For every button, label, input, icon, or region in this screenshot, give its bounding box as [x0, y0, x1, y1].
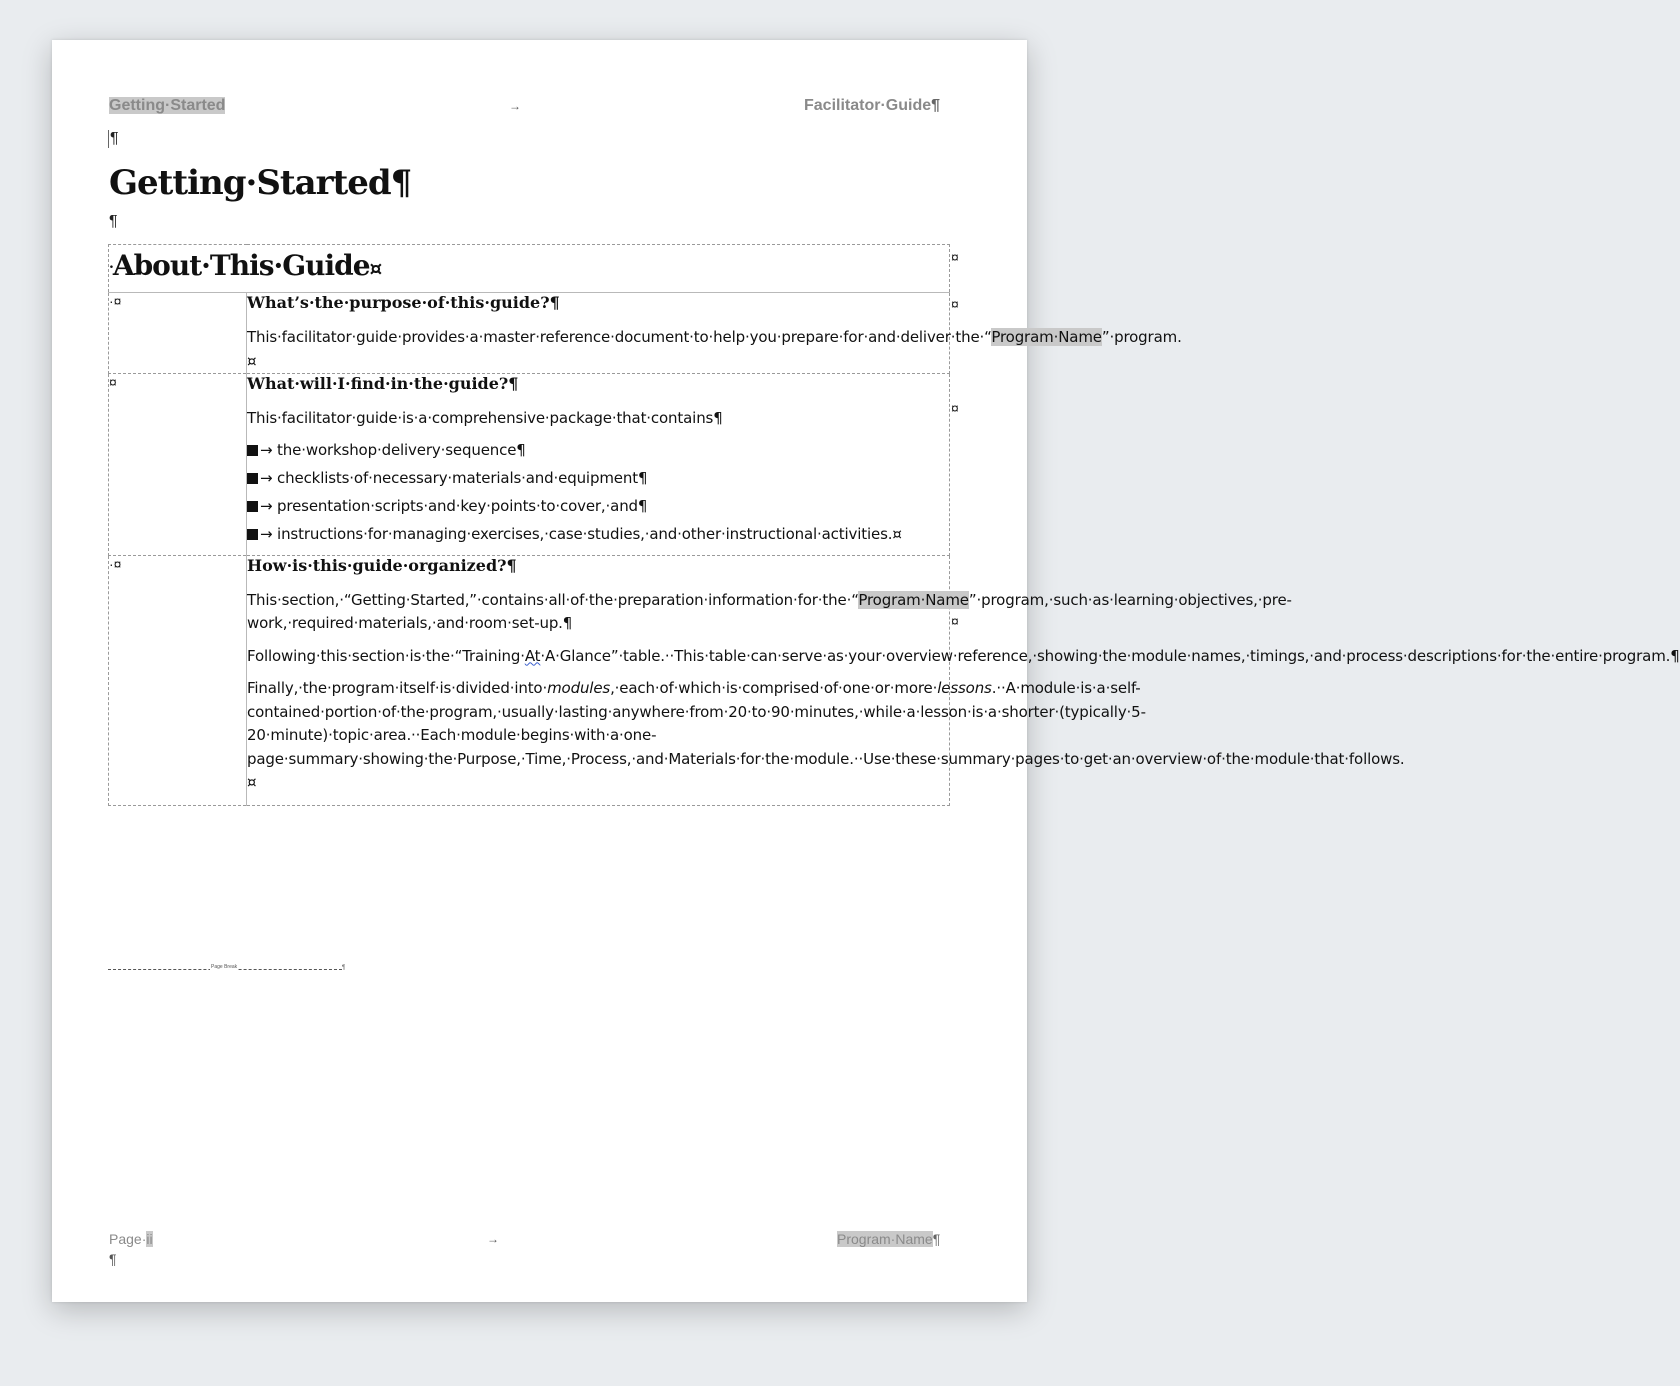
bullet-square-icon — [247, 501, 258, 512]
page-break-mark: ¶ — [342, 965, 346, 971]
row-end-marker: ¤ — [951, 400, 959, 416]
content-cell[interactable] — [247, 374, 950, 556]
header-para-mark: ¶ — [931, 97, 941, 114]
list-item[interactable]: → the·workshop·delivery·sequence¶ — [247, 441, 949, 459]
row-marker-cell[interactable]: ·¤ — [109, 293, 247, 374]
bullet-square-icon — [247, 529, 258, 540]
intro-paragraph[interactable]: This·facilitator·guide·is·a·comprehensive·package·that·contains¶ — [247, 409, 723, 427]
answer-paragraph[interactable]: This·facilitator·guide·provides·a·master·reference·document·to·help·you·prepare·for·and·deliver·the·“Program·Name”·program.¤ — [247, 328, 1182, 370]
list-item[interactable]: → instructions·for·managing·exercises,·case·studies,·and·other·instructional·activities.¤ — [247, 525, 949, 543]
footer-tab-arrow: → — [487, 1232, 499, 1246]
program-name-field[interactable]: Program·Name — [991, 328, 1102, 346]
section-title[interactable]: ·About·This·Guide¤ — [109, 249, 382, 282]
list-item[interactable]: → presentation·scripts·and·key·points·to·cover,·and¶ — [247, 497, 949, 515]
question-heading[interactable]: What’s·the·purpose·of·this·guide?¶ — [247, 293, 560, 312]
row-end-marker: ¤ — [951, 296, 959, 312]
header-empty-paragraph[interactable]: ¶ — [110, 130, 119, 147]
empty-paragraph[interactable]: ¶ — [109, 213, 118, 230]
table-row — [109, 293, 950, 374]
header-left-field[interactable]: Getting·Started — [109, 97, 226, 114]
footer-empty-paragraph[interactable]: ¶ — [109, 1251, 117, 1267]
document-page — [52, 40, 1680, 1302]
answer-paragraph[interactable]: This·section,·“Getting·Started,”·contains·all·of·the·preparation·information·for·the·“Program·Name”·program,·such·as·learning·objectives,·pre-work,·required·materials,·and·room·set-up.¶ — [247, 590, 1292, 632]
list-item[interactable]: → checklists·of·necessary·materials·and·equipment¶ — [247, 469, 949, 487]
question-heading[interactable]: How·is·this·guide·organized?¶ — [247, 555, 517, 575]
page-title[interactable]: Getting·Started¶ — [109, 163, 412, 203]
page-break-label: Page Break — [211, 964, 238, 970]
table-row — [109, 374, 950, 556]
footer-program-name-field[interactable]: Program·Name — [837, 1231, 933, 1247]
table-header-row — [109, 245, 950, 293]
footer-program-name[interactable]: Program·Name¶ — [837, 1231, 941, 1247]
header-right-text[interactable] — [804, 97, 940, 115]
section-title-cell[interactable] — [109, 245, 950, 293]
about-guide-table — [108, 244, 1680, 806]
page-break[interactable] — [108, 964, 346, 971]
answer-paragraph[interactable]: Following·this·section·is·the·“Training·At·A·Glance”·table.··This·table·can·serve·as·your·overview·reference,·showing·the·module·names,·timings,·and·process·descriptions·for·the·entire·program.¶ — [247, 646, 1680, 665]
header-tab-arrow: → — [509, 99, 521, 113]
row-end-marker: ¤ — [951, 613, 959, 629]
footer-page-number[interactable]: Page·ii — [109, 1231, 153, 1247]
answer-paragraph[interactable]: Finally,·the·program·itself·is·divided·into·modules,·each·of·which·is·comprised·of·one·or·more·lessons.··A·module·is·a·self-contained·portion·of·the·program,·usually·lasting·anywhere·from·20·to·90·minutes,·while·a·lesson·is·a·shorter·(typically·5-20·minute)·topic·area.··Each·module·begins·with·a·one-page·summary·showing·the·Purpose,·Time,·Process,·and·Materials·for·the·module.··Use·these·summary·pages·to·get·an·overview·of·the·module·that·follows.¤ — [247, 679, 1405, 791]
content-cell[interactable] — [247, 555, 1680, 805]
question-heading[interactable]: What·will·I·find·in·the·guide?¶ — [247, 374, 519, 393]
row-end-marker: ¤ — [951, 249, 959, 265]
content-cell[interactable] — [247, 293, 1182, 374]
row-marker-cell[interactable]: ¤ — [109, 374, 247, 556]
header-left-text[interactable] — [109, 97, 225, 115]
program-name-field[interactable]: Program·Name — [858, 590, 969, 609]
header-right-label: Facilitator·Guide — [804, 97, 932, 114]
bullet-square-icon — [247, 445, 258, 456]
bullet-square-icon — [247, 473, 258, 484]
spelling-squiggle[interactable]: At — [524, 646, 541, 665]
row-marker-cell[interactable]: ·¤ — [109, 555, 247, 805]
table-row — [109, 555, 950, 805]
page-number-field[interactable]: ii — [146, 1231, 153, 1247]
